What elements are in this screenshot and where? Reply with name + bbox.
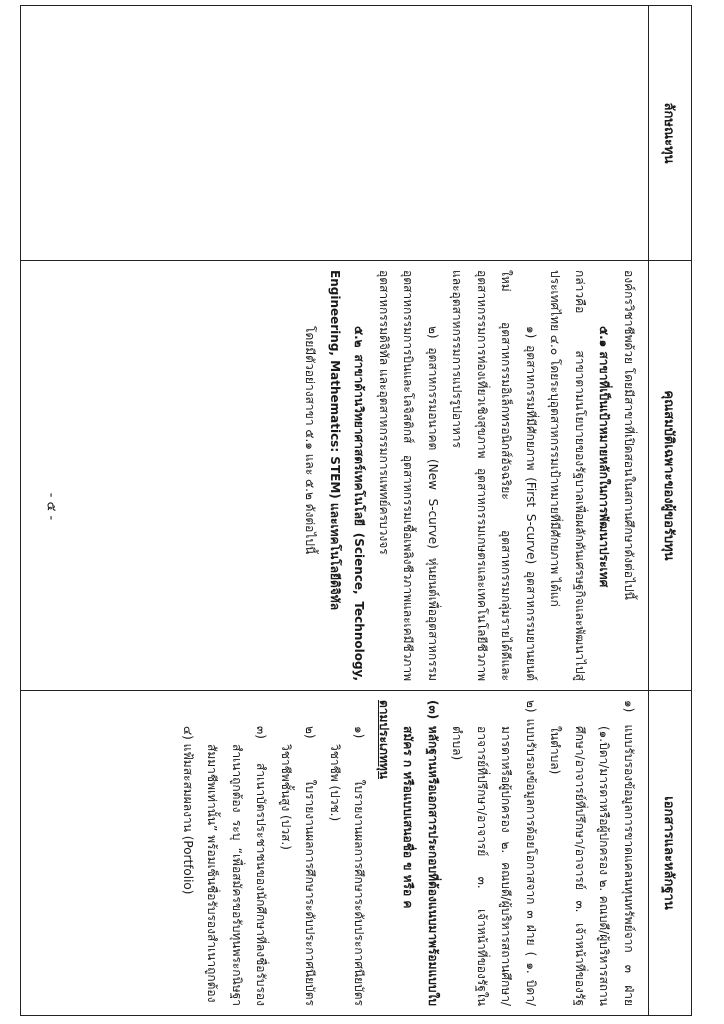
document-section-3-title: (๓) หลักฐานหรือเอกสารประกอบที่ต้องแนบมาพร้อมแบบใบสมัคร ก หรือแบบเสนอชื่อ ข หรือ ค — [401, 700, 440, 1006]
documents-cell — [21, 691, 649, 1016]
section-5-1-title: ๕.๑ สาขาที่เป็นเป้าหมายหลักในการพัฒนาประเทศ — [597, 326, 612, 588]
document-item-1: ๑) แบบรับรองข้อมูลการขาดแคลนทุนทรัพย์จาก ๓ ฝ่าย (๑.บิดา/มารดาหรือผู้ปกครอง ๒. คณบดี/ผู้บริหารสถานศึกษา/อาจารย์ที่ปรึกษา/อาจารย์ ๓. เจ้าหน้าที่ของรัฐในตำบล) — [548, 700, 636, 1006]
target-industry-item-2: ๒) อุตสาหกรรมอนาคต (New S-curve) หุ่นยนต์เพื่ออุตสาหกรรม อุตสาหกรรมการบินและโลจิสติกส์ อุตสาหกรรมเชื้อเพลิงชีวภาพและเคมีชีวภาพ อุตสาหกรรมดิจิทัล และอุตสาหกรรมการแพทย์ครบวงจร — [377, 270, 440, 681]
target-industry-item-1: ๑) อุตสาหกรรมที่มีศักยภาพ (First S-curve) อุตสาหกรรมยานยนต์ใหม่ อุตสาหกรรมอิเล็กทรอนิกส์อัจฉริยะ อุตสาหกรรมกลุ่มรายได้ดีและอุตสาหกรรมการท่องเที่ยวเชิงสุขภาพ อุตสาหกรรมเกษตรและเทคโนโลยีชีวภาพ และอุตสาหกรรมการแปรรูปอาหาร — [450, 270, 538, 681]
evidence-item-2: ๒) ใบรายงานผลการศึกษาระดับประกาศนียบัตรวิชาชีพชั้นสูง (ปวส.) — [279, 726, 318, 1006]
qualifications-intro: องค์กรวิชาชีพด้วย โดยมีสาขาที่เปิดสอนในสถานศึกษาดังต่อไปนี้ — [622, 270, 636, 600]
characteristics-cell — [21, 6, 649, 261]
scholarship-table — [20, 5, 692, 1016]
header-documents: เอกสารและหลักฐาน — [649, 691, 692, 1016]
qualifications-cell — [21, 261, 649, 691]
table-row — [21, 6, 649, 1016]
evidence-item-3: ๓) สำเนาบัตรประชาชนของนักศึกษาที่ลงชื่อรับรองสำเนาถูกต้อง ระบุ “เพื่อสมัครขอรับทุนพระกนิษฐาสัมมาชีพเท่านั้น” พร้อมเซ็นชื่อรับรองสำเนาถูกต้อง — [205, 726, 269, 1006]
evidence-item-1: ๑) ใบรายงานผลการศึกษาระดับประกาศนียบัตรวิชาชีพ (ปวช.) — [328, 726, 367, 1006]
document-item-2: ๒) แบบรับรองข้อมูลการด้อยโอกาสจาก ๓ ฝ่าย ( ๑. บิดา/มารดาหรือผู้ปกครอง ๒. คณบดี/ผู้บริหารสถานศึกษา/อาจารย์ที่ปรึกษา/อาจารย์ ๓. เจ้าหน้าที่ของรัฐในตำบล) — [450, 700, 538, 1006]
section-5-2-title: ๕.๒ สาขาด้านวิทยาศาสตร์เทคโนโลยี (Science, Technology, Engineering, Mathematics: STEM) และเทคโนโลยีดิจิทัล — [328, 270, 367, 681]
section-5-1-body: กล่าวคือ สาขาตามนโยบายของรัฐบาลเพื่อผลักดันเศรษฐกิจและพัฒนาไปสู่ประเทศไทย ๔.๐ โดยระบุอุตสาหกรรมเป้าหมายที่มีศักยภาพ ได้แก่ — [548, 270, 587, 681]
section-5-2-note: โดยมีตัวอย่างสาขา ๕.๑ และ ๕.๒ ดังต่อไปนี้ — [303, 326, 318, 555]
table-header-row — [649, 6, 692, 1016]
rotated-page-content — [20, 5, 692, 1015]
document-section-3-subtitle: ตามประเภททุน — [377, 700, 391, 779]
page-number: - ๕ - — [43, 492, 59, 521]
header-characteristics: ลักษณะทุน — [649, 6, 692, 261]
evidence-item-4: ๔) แฟ้มสะสมผลงาน (Portfolio) — [181, 726, 195, 895]
header-qualifications: คุณสมบัติเฉพาะของผู้ขอรับทุน — [649, 261, 692, 691]
